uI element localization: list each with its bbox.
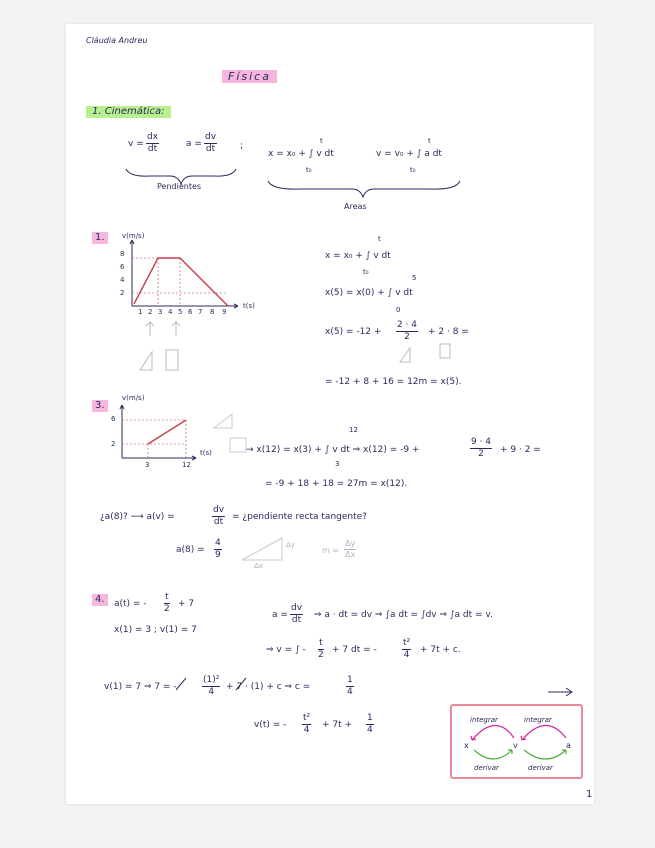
ex1-eq1-upper: t (378, 235, 381, 243)
ex3-eq1-lower: 3 (335, 460, 340, 468)
velocity-integral-lower: t₀ (410, 166, 416, 174)
ex4-v-start: ⇒ v = ∫ - (266, 645, 306, 655)
slope-formula-fraction: $\frac{\Delta y}{\Delta x}$ (345, 539, 356, 560)
ex1-ytick-8: 8 (120, 250, 125, 258)
velocity-integral-upper: t (428, 137, 431, 145)
ex4-final-fraction-2: $\frac{1}{4}$ (367, 713, 373, 736)
ex4-c-fraction-2: $\frac{1}{4}$ (347, 675, 353, 698)
position-integral: x = x₀ + ∫ v dt (268, 149, 334, 159)
ex1-eq3-fraction: $\frac{2 \cdot 4}{2}$ (397, 320, 418, 343)
box-x: x (464, 741, 469, 750)
ex1-eq3-end: + 2 · 8 = (428, 327, 469, 337)
ex3-eq1-fraction: $\frac{9 \cdot 4}{2}$ (471, 437, 492, 460)
slope-formula-start: m = (322, 546, 340, 555)
ex4-derivation-end: ⇒ a · dt = dv ⇒ ∫a dt = ∫dv ⇒ ∫a dt = v. (314, 610, 493, 620)
box-a: a (566, 741, 571, 750)
semicolon: ; (240, 141, 244, 151)
ex4-c-middle: + 7 · (1) + c ⇒ c = (226, 682, 311, 692)
exercise-1-number: 1. (92, 232, 108, 244)
ex1-xtick: 1 (138, 308, 143, 316)
box-v: v (513, 741, 518, 750)
ex1-xtick: 3 (158, 308, 163, 316)
ex1-ytick-6: 6 (120, 263, 125, 271)
ex1-ytick-2: 2 (120, 289, 125, 297)
ex4-initial-conditions: x(1) = 3 ; v(1) = 7 (114, 625, 197, 635)
ex1-xtick: 7 (198, 308, 203, 316)
dx-dt-fraction: $\frac{dx}{dt}$ (147, 132, 159, 155)
ex1-xtick: 9 (222, 308, 227, 316)
position-integral-upper: t (320, 137, 323, 145)
label-integrar-1: integrar (470, 716, 498, 724)
ex1-y-axis-label: v(m/s) (122, 232, 145, 240)
ex1-eq1-lower: t₀ (363, 268, 369, 276)
ex4-a-fraction: $\frac{t}{2}$ (164, 592, 170, 615)
ex3-question-end: = ¿pendiente recta tangente? (232, 512, 367, 522)
ex4-derivation-start: a = (272, 610, 288, 620)
velocity-integral: v = v₀ + ∫ a dt (376, 149, 442, 159)
ex3-x-axis-label: t(s) (200, 449, 212, 457)
ex3-ytick-2: 2 (111, 440, 116, 448)
ex1-eq3-start: x(5) = -12 + (325, 327, 382, 337)
v-definition: v = (128, 139, 144, 149)
ex4-v-fraction-1: $\frac{t}{2}$ (318, 638, 324, 661)
ex1-eq2-lower: 0 (396, 306, 401, 314)
label-derivar-1: derivar (474, 764, 499, 772)
ex4-v-middle: + 7 dt = - (332, 645, 377, 655)
ex1-xtick: 6 (188, 308, 193, 316)
ex1-eq1: x = x₀ + ∫ v dt (325, 251, 391, 261)
ex4-dv-dt-fraction: $\frac{dv}{dt}$ (291, 603, 303, 626)
dv-dt-fraction: $\frac{dv}{dt}$ (205, 132, 217, 155)
position-integral-lower: t₀ (306, 166, 312, 174)
ex1-eq2-upper: 5 (412, 274, 417, 282)
ex4-a-start: a(t) = - (114, 599, 147, 609)
ex1-eq2: x(5) = x(0) + ∫ v dt (325, 288, 413, 298)
ex4-a-end: + 7 (178, 599, 195, 609)
ex3-eq1-upper: 12 (349, 426, 358, 434)
ex3-xtick-3: 3 (145, 461, 150, 469)
page-number: 1 (586, 789, 593, 800)
ex4-final-start: v(t) = - (254, 720, 287, 730)
label-integrar-2: integrar (524, 716, 552, 724)
page-title: Física (222, 70, 277, 83)
ex3-ytick-6: 6 (111, 415, 116, 423)
ex1-x-axis-label: t(s) (243, 302, 255, 310)
ex3-question-fraction: $\frac{dv}{dt}$ (213, 505, 225, 528)
triangle-delta-y: Δy (286, 541, 295, 549)
a-definition: a = (186, 139, 202, 149)
ex3-eq1-start: → x(12) = x(3) + ∫ v dt ⇒ x(12) = -9 + (246, 445, 420, 455)
ex3-a8-start: a(8) = (176, 545, 205, 555)
ex1-xtick: 8 (210, 308, 215, 316)
ex1-xtick: 5 (178, 308, 183, 316)
ex1-xtick: 2 (148, 308, 153, 316)
author-name: Cláudia Andreu (86, 36, 148, 45)
ex3-eq2: = -9 + 18 + 18 = 27m = x(12). (265, 479, 408, 489)
ex3-a8-fraction: $\frac{4}{9}$ (215, 538, 221, 561)
ex4-v-end: + 7t + c. (420, 645, 461, 655)
ex4-v-fraction-2: $\frac{\text{t²}}{4}$ (403, 638, 411, 661)
ex4-final-middle: + 7t + (322, 720, 353, 730)
exercise-4-number: 4. (92, 594, 108, 606)
label-areas: Areas (344, 202, 367, 211)
ex1-xtick: 4 (168, 308, 173, 316)
ex3-y-axis-label: v(m/s) (122, 394, 145, 402)
label-pendientes: Pendientes (157, 182, 202, 191)
exercise-3-number: 3. (92, 400, 108, 412)
ex4-c-start: v(1) = 7 ⇒ 7 = - (104, 682, 177, 692)
ex1-ytick-4: 4 (120, 276, 125, 284)
section-heading: 1. Cinemática: (86, 106, 171, 118)
label-derivar-2: derivar (528, 764, 553, 772)
triangle-delta-x: Δx (254, 562, 263, 570)
ex3-question-start: ¿a(8)? ⟶ a(v) = (100, 512, 175, 522)
ex4-final-fraction-1: $\frac{\text{t²}}{4}$ (303, 713, 311, 736)
ex3-xtick-12: 12 (182, 461, 191, 469)
ex3-eq1-end: + 9 · 2 = (500, 445, 541, 455)
ex1-eq4: = -12 + 8 + 16 = 12m = x(5). (325, 377, 462, 387)
ex4-c-fraction-1: $\frac{\text{(1)²}}{4}$ (203, 675, 220, 698)
